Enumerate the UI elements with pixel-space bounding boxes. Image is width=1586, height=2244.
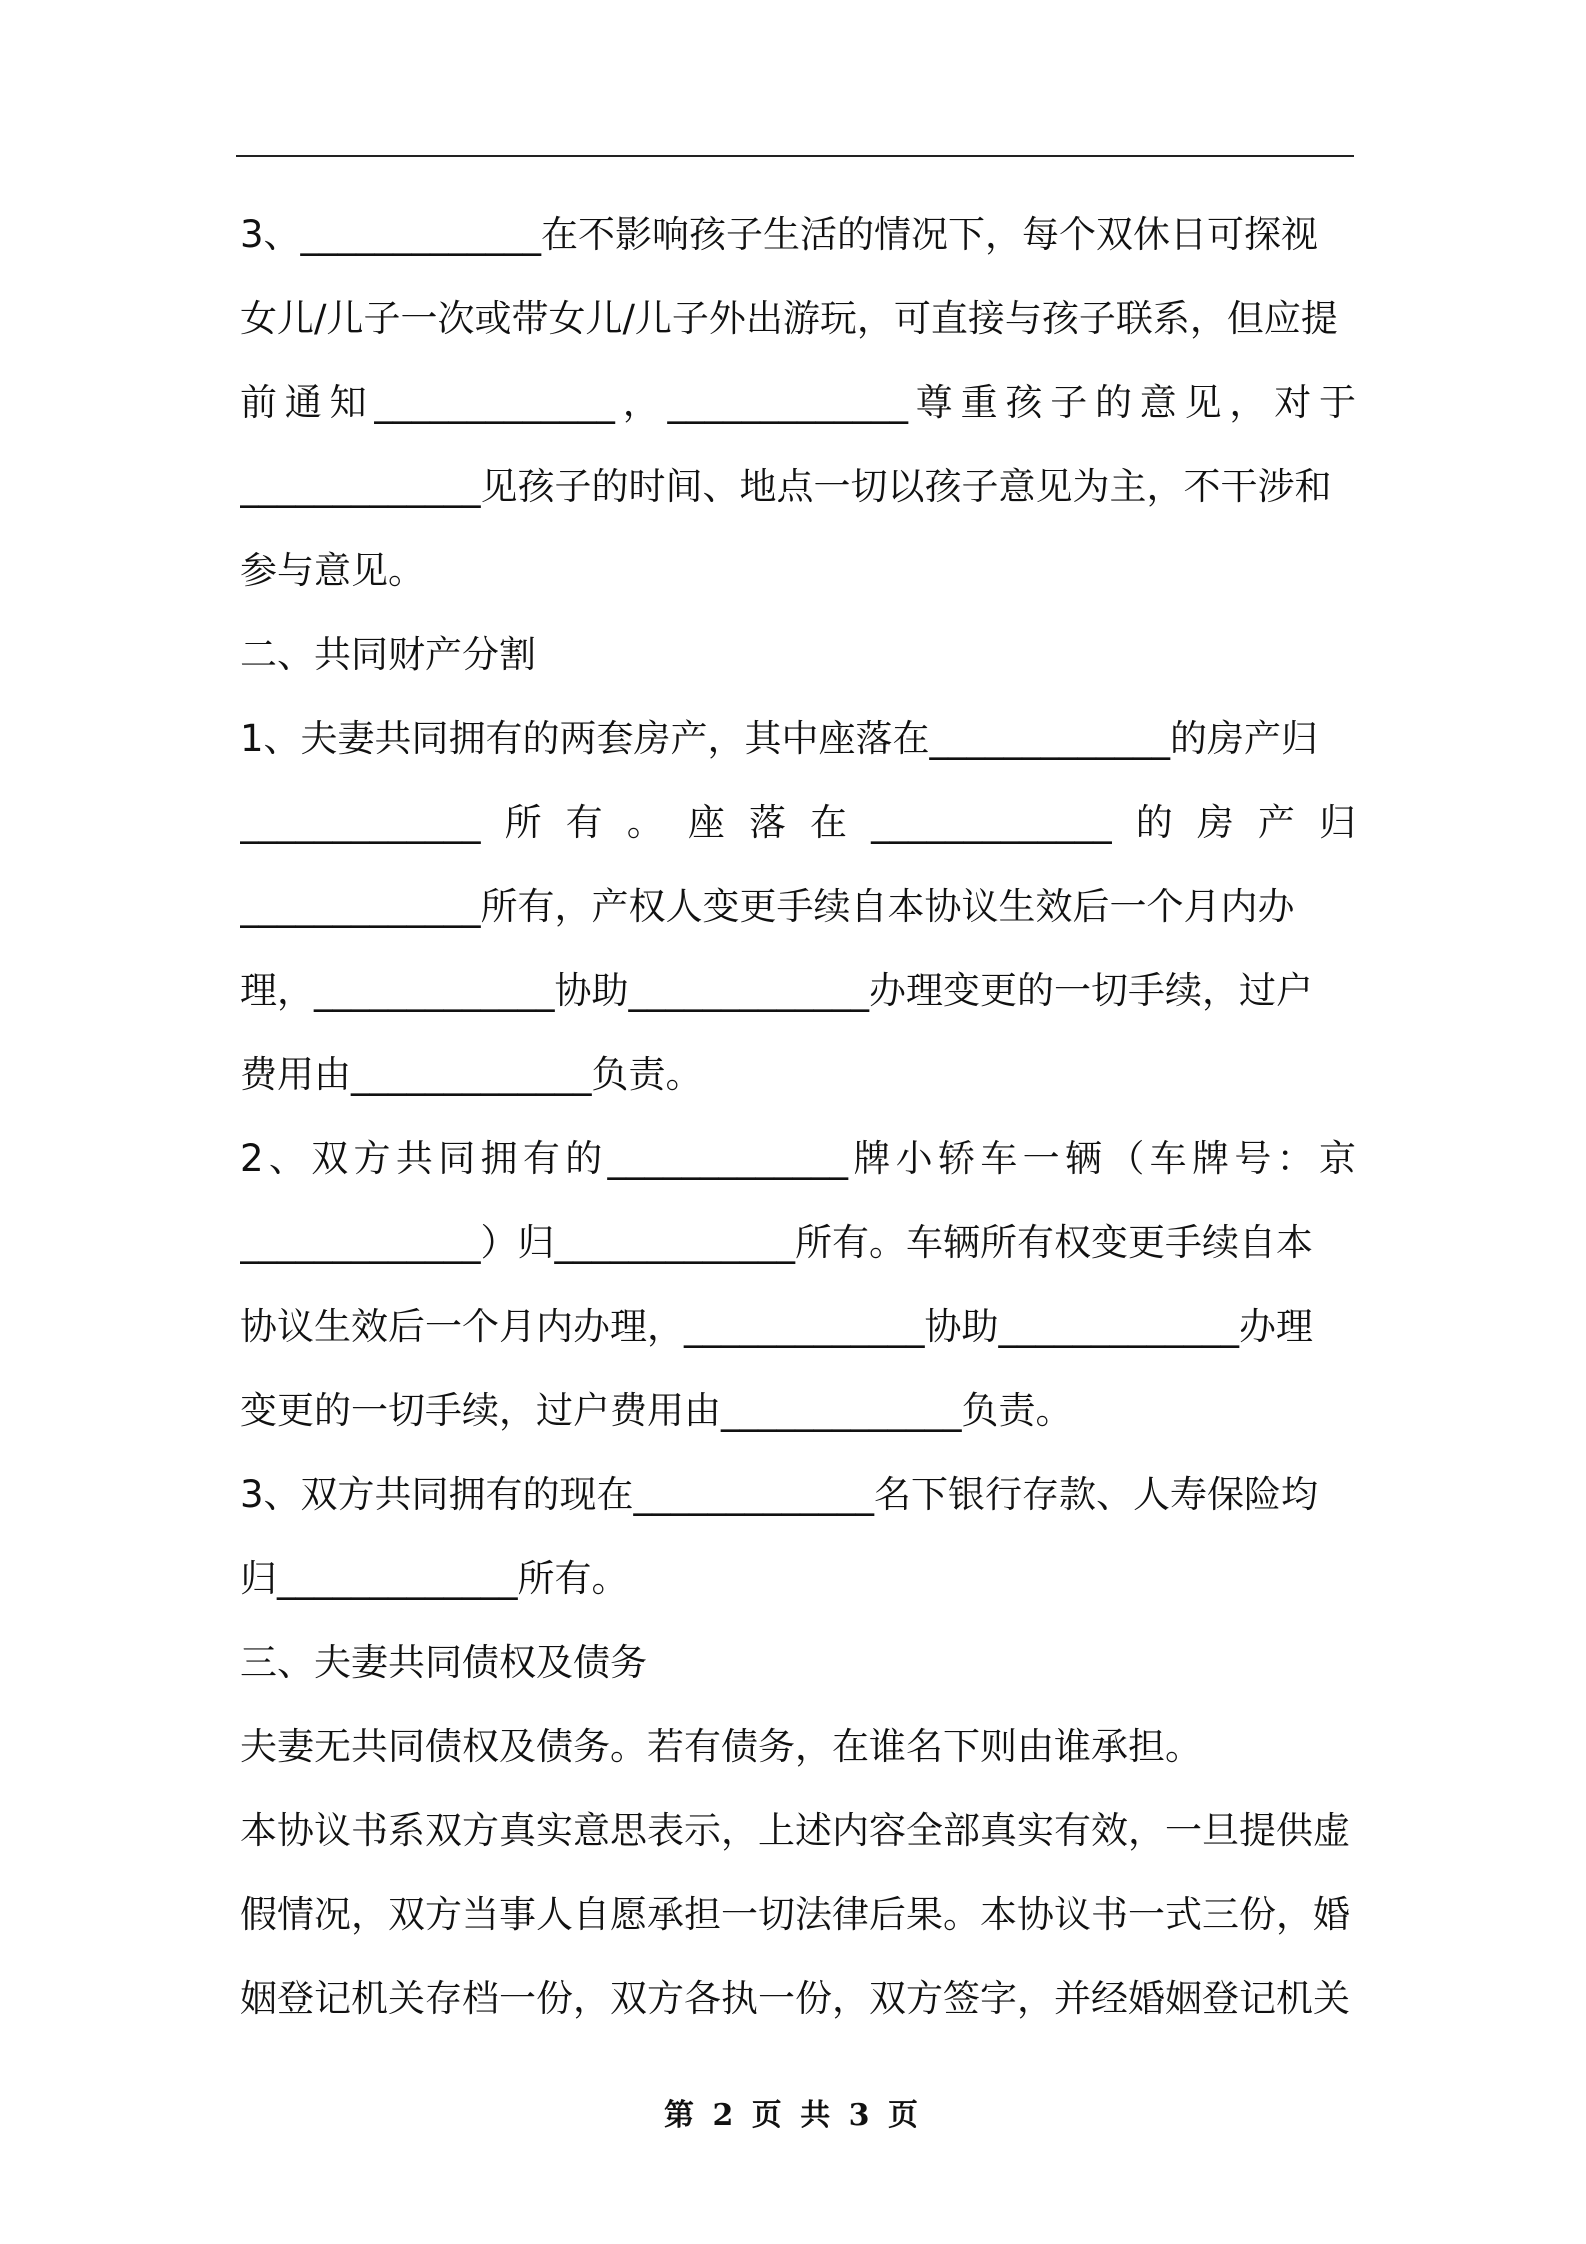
paragraph-line: 姻登记机关存档一份，双方各执一份，双方签字，并经婚姻登记机关 (240, 1977, 1350, 2020)
paragraph-line: 3、双方共同拥有的现在_____________名下银行存款、人寿保险均 (240, 1473, 1319, 1516)
section-heading: 二、共同财产分割 (240, 633, 536, 676)
paragraph-line: 本协议书系双方真实意思表示，上述内容全部真实有效，一旦提供虚 (240, 1809, 1350, 1852)
paragraph-line: 假情况，双方当事人自愿承担一切法律后果。本协议书一式三份，婚 (240, 1893, 1350, 1936)
paragraph-line: 变更的一切手续，过户费用由_____________负责。 (240, 1389, 1073, 1432)
paragraph-line: 3、_____________在不影响孩子生活的情况下，每个双休日可探视 (240, 213, 1319, 256)
paragraph-line: 2、双方共同拥有的_____________牌小轿车一辆（车牌号：京 (240, 1137, 1356, 1180)
paragraph-line: _____________）归_____________所有。车辆所有权变更手续自本 (240, 1221, 1313, 1264)
paragraph-line: 费用由_____________负责。 (240, 1053, 703, 1096)
paragraph-line: 参与意见。 (240, 549, 425, 592)
paragraph-line: 理，_____________协助_____________办理变更的一切手续，过户 (240, 969, 1313, 1012)
paragraph-line: _____________见孩子的时间、地点一切以孩子意见为主，不干涉和 (240, 465, 1332, 508)
header-rule (236, 155, 1354, 157)
paragraph-line: 归_____________所有。 (240, 1557, 629, 1600)
paragraph-line: 1、夫妻共同拥有的两套房产，其中座落在_____________的房产归 (240, 717, 1319, 760)
document-body (240, 193, 1356, 2041)
paragraph-line: 协议生效后一个月内办理，_____________协助_____________办理 (240, 1305, 1313, 1348)
page-number: 第 2 页 共 3 页 (664, 2098, 922, 2133)
paragraph-line: _____________所有，产权人变更手续自本协议生效后一个月内办 (240, 885, 1295, 928)
paragraph-line: 前通知_____________，_____________尊重孩子的意见，对于 (240, 381, 1356, 424)
paragraph-line: 女儿/儿子一次或带女儿/儿子外出游玩，可直接与孩子联系，但应提 (240, 297, 1338, 340)
paragraph-line: 夫妻无共同债权及债务。若有债务，在谁名下则由谁承担。 (240, 1725, 1202, 1768)
paragraph-line: _____________所有。座落在_____________的房产归 (240, 801, 1356, 844)
section-heading: 三、夫妻共同债权及债务 (240, 1641, 647, 1684)
